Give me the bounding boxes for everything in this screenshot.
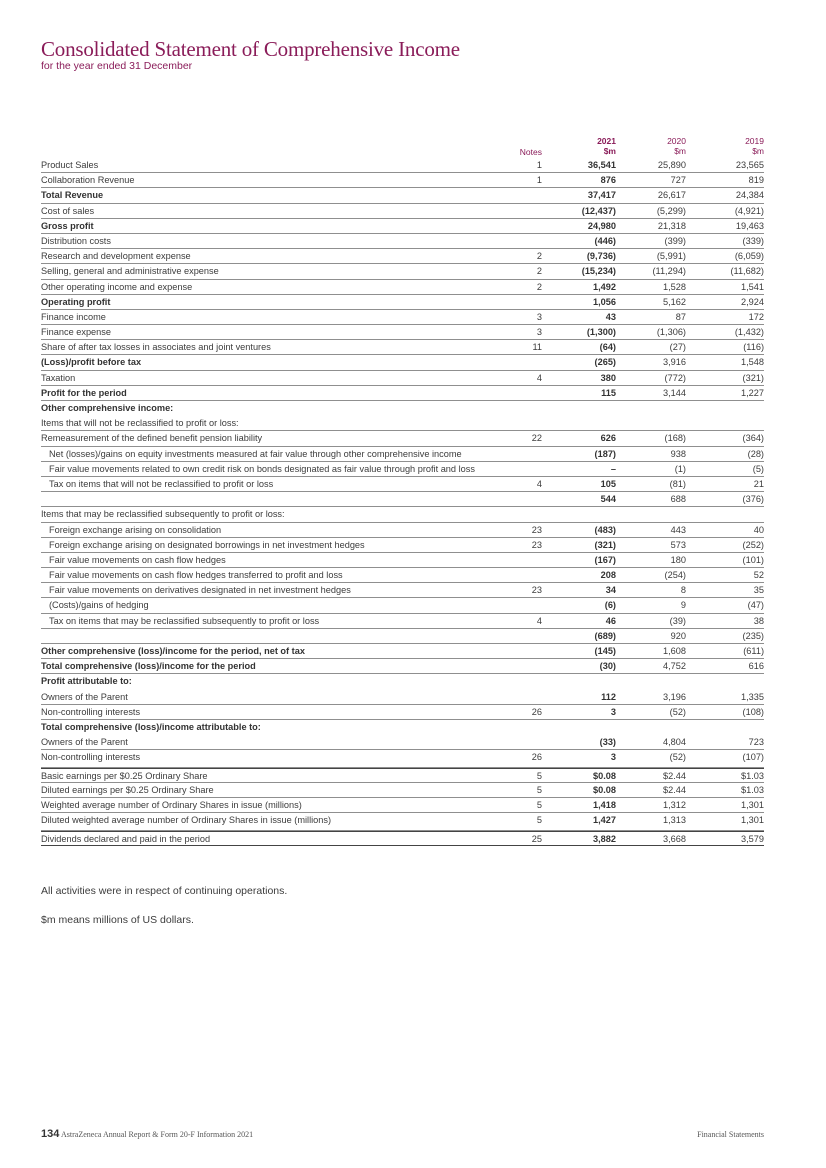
value-2019: 38 (753, 615, 764, 626)
value-2021: (9,736) (586, 251, 616, 262)
table-row (41, 629, 764, 644)
row-label: Tax on items that may be reclassified subsequently to profit or loss (49, 615, 320, 626)
table-row (41, 355, 764, 370)
row-note: 1 (536, 175, 542, 186)
value-2019: 52 (753, 570, 764, 581)
table-row (41, 340, 764, 355)
year-2019-unit: $m (752, 146, 764, 156)
value-2019: 1,548 (741, 357, 764, 368)
value-2020: 8 (680, 585, 686, 596)
table-row (41, 831, 764, 846)
year-2021-unit: $m (603, 146, 616, 156)
value-2020: 1,312 (663, 800, 686, 811)
year-2021-header (561, 136, 616, 156)
value-2019: (321) (742, 372, 764, 383)
table-row (41, 523, 764, 538)
value-2020: 938 (670, 448, 686, 459)
row-label: Product Sales (41, 160, 99, 170)
value-2021: (321) (594, 539, 616, 550)
value-2021: (446) (594, 235, 616, 246)
table-row (41, 644, 764, 659)
year-2020-unit: $m (674, 146, 686, 156)
row-note: 23 (531, 585, 542, 596)
row-label: Other comprehensive income: (41, 403, 174, 413)
table-row (41, 295, 764, 310)
table-row (41, 674, 764, 689)
value-2019: 21 (753, 478, 764, 489)
value-2020: 573 (670, 539, 686, 550)
value-2021: $0.08 (593, 770, 616, 781)
value-2019: (1,432) (734, 327, 764, 338)
row-label: (Loss)/profit before tax (41, 357, 142, 368)
value-2021: 1,056 (593, 296, 616, 307)
row-label: Operating profit (41, 296, 111, 307)
value-2020: 1,528 (663, 281, 686, 292)
row-label: (Costs)/gains of hedging (49, 600, 149, 611)
value-2020: (772) (664, 372, 686, 383)
row-note: 5 (536, 770, 542, 781)
table-row (41, 598, 764, 613)
row-label: Total comprehensive (loss)/income attributable to: (41, 721, 261, 732)
value-2019: (611) (743, 646, 764, 656)
value-2021: 3,882 (593, 833, 616, 844)
row-label: Selling, general and administrative expense (41, 266, 219, 277)
row-label: Items that may be reclassified subsequently to profit or loss: (41, 509, 285, 520)
value-2021: 876 (600, 175, 616, 186)
value-2021: 105 (600, 478, 616, 489)
value-2019: 172 (748, 311, 764, 322)
value-2020: 21,318 (657, 220, 686, 231)
value-2019: (5) (752, 463, 764, 474)
value-2021: 1,492 (593, 281, 616, 292)
row-note: 2 (536, 266, 542, 277)
page-subtitle: for the year ended 31 December (41, 60, 193, 72)
row-label: Profit attributable to: (41, 676, 132, 687)
row-label: Remeasurement of the defined benefit pension liability (41, 433, 263, 444)
value-2019: (376) (742, 494, 764, 505)
row-label: Diluted weighted average number of Ordinary Shares in issue (millions) (41, 815, 332, 826)
table-row (41, 583, 764, 598)
value-2021: 1,427 (593, 815, 616, 826)
row-label: Taxation (41, 372, 76, 383)
value-2020: (1) (674, 463, 686, 474)
row-note: 22 (531, 433, 542, 444)
value-2020: $2.44 (663, 785, 686, 795)
value-2019: 35 (753, 585, 764, 596)
table-row (41, 614, 764, 629)
value-2019: 723 (748, 737, 764, 748)
value-2021: 37,417 (587, 190, 616, 201)
value-2019: $1.03 (741, 785, 764, 795)
value-2020: 87 (675, 311, 686, 322)
table-row (41, 371, 764, 386)
row-label: Net (losses)/gains on equity investments measured at fair value through other comprehensive income (49, 448, 462, 459)
row-label: Distribution costs (41, 235, 111, 246)
row-label: Collaboration Revenue (41, 175, 135, 186)
row-label: Foreign exchange arising on consolidation (49, 524, 222, 535)
row-label: Foreign exchange arising on designated borrowings in net investment hedges (49, 539, 365, 550)
value-2019: (47) (747, 600, 764, 611)
value-2021: (145) (594, 646, 616, 656)
row-label: Diluted earnings per $0.25 Ordinary Share (41, 785, 214, 795)
value-2021: 24,980 (587, 220, 616, 231)
value-2021: 544 (600, 494, 616, 505)
value-2019: (364) (742, 433, 764, 444)
value-2019: 2,924 (741, 296, 764, 307)
page-number: 134 (41, 1128, 60, 1140)
value-2020: (81) (669, 478, 686, 489)
value-2021: 208 (600, 570, 616, 581)
value-2021: (15,234) (581, 266, 616, 277)
value-2019: 819 (748, 175, 764, 186)
value-2019: (6,059) (734, 251, 764, 262)
table-row (41, 401, 764, 416)
table-row (41, 234, 764, 249)
value-2021: (64) (599, 342, 616, 353)
value-2020: $2.44 (663, 770, 686, 781)
value-2020: 25,890 (657, 160, 686, 170)
value-2019: $1.03 (741, 770, 764, 781)
table-row (41, 538, 764, 553)
value-2021: (187) (594, 448, 616, 459)
value-2021: 380 (600, 372, 616, 383)
value-2019: (4,921) (734, 205, 764, 216)
year-2021-label: 2021 (597, 136, 616, 146)
row-label: Fair value movements on derivatives designated in net investment hedges (49, 585, 351, 596)
value-2020: 26,617 (657, 190, 686, 201)
value-2021: 626 (600, 433, 616, 444)
value-2020: 443 (670, 524, 686, 535)
value-2019: (107) (742, 752, 764, 763)
table-row (41, 416, 764, 431)
row-label: Dividends declared and paid in the period (41, 833, 211, 844)
notes-header: Notes (519, 147, 542, 157)
table-row (41, 507, 764, 522)
row-label: Fair value movements related to own credit risk on bonds designated as fair value through profit and loss (49, 463, 475, 474)
footnote-continuing-operations: All activities were in respect of continuing operations. (41, 885, 288, 897)
row-note: 5 (536, 800, 542, 811)
table-row (41, 568, 764, 583)
value-2021: 112 (601, 691, 616, 702)
table-row (41, 768, 764, 783)
value-2019: 1,227 (741, 387, 764, 398)
footer-section-name: Financial Statements (697, 1130, 764, 1139)
table-row (41, 750, 764, 768)
value-2020: 3,668 (663, 833, 686, 844)
value-2021: (483) (594, 524, 616, 535)
table-row (41, 188, 764, 203)
value-2021: (12,437) (581, 205, 616, 216)
value-2021: (30) (599, 661, 616, 672)
value-2021: 115 (601, 387, 616, 398)
value-2019: (116) (743, 342, 764, 353)
value-2021: 46 (605, 615, 616, 626)
table-row (41, 219, 764, 234)
table-row (41, 798, 764, 813)
row-label: Other operating income and expense (41, 281, 193, 292)
table-row (41, 249, 764, 264)
value-2020: 920 (670, 630, 686, 641)
value-2020: (399) (664, 235, 686, 246)
row-note: 4 (536, 372, 542, 383)
row-label: Owners of the Parent (41, 691, 128, 702)
table-row (41, 325, 764, 340)
row-label: Profit for the period (41, 387, 127, 398)
table-row (41, 813, 764, 831)
value-2019: (235) (742, 630, 764, 641)
value-2019: (101) (742, 554, 764, 565)
table-row (41, 431, 764, 446)
value-2019: 616 (748, 661, 764, 672)
row-note: 26 (531, 752, 542, 763)
row-label: Total comprehensive (loss)/income for the period (41, 661, 256, 672)
row-label: Share of after tax losses in associates and joint ventures (41, 342, 271, 353)
row-label: Finance income (41, 311, 106, 322)
value-2021: 34 (605, 585, 616, 596)
row-label: Owners of the Parent (41, 737, 128, 748)
value-2019: (11,682) (730, 266, 764, 277)
value-2019: 19,463 (735, 220, 764, 231)
row-label: Finance expense (41, 327, 111, 338)
value-2021: – (610, 463, 616, 474)
row-note: 2 (536, 281, 542, 292)
row-label: Research and development expense (41, 251, 191, 262)
value-2019: 40 (753, 524, 764, 535)
value-2021: (33) (599, 737, 616, 748)
income-statement-table (41, 158, 764, 846)
value-2020: 3,916 (663, 357, 686, 368)
value-2021: 3 (610, 752, 616, 763)
value-2021: 3 (610, 706, 616, 717)
table-row (41, 492, 764, 507)
value-2019: 1,301 (741, 815, 764, 826)
value-2019: 1,541 (741, 281, 764, 292)
value-2021: 43 (605, 311, 616, 322)
row-note: 4 (536, 478, 542, 489)
value-2020: 5,162 (663, 296, 686, 307)
value-2020: (254) (664, 570, 686, 581)
row-note: 3 (536, 327, 542, 338)
value-2020: (1,306) (656, 327, 686, 338)
row-label: Tax on items that will not be reclassified to profit or loss (49, 478, 274, 489)
table-row (41, 158, 764, 173)
row-label: Non-controlling interests (41, 706, 141, 717)
table-row (41, 783, 764, 798)
table-row (41, 447, 764, 462)
table-row (41, 280, 764, 295)
footer-document-title: AstraZeneca Annual Report & Form 20-F Information 2021 (61, 1130, 254, 1139)
value-2019: (108) (742, 706, 764, 717)
row-note: 5 (536, 815, 542, 826)
row-note: 11 (532, 342, 542, 353)
table-row (41, 735, 764, 750)
row-note: 5 (536, 785, 542, 795)
value-2019: (339) (742, 235, 764, 246)
value-2021: 1,418 (593, 800, 616, 811)
footnote-units: $m means millions of US dollars. (41, 914, 194, 926)
row-label: Other comprehensive (loss)/income for the period, net of tax (41, 646, 305, 656)
value-2020: 180 (670, 554, 686, 565)
row-label: Cost of sales (41, 205, 95, 216)
table-row (41, 659, 764, 674)
value-2021: 36,541 (587, 160, 616, 170)
value-2020: 4,804 (663, 737, 686, 748)
value-2021: (265) (594, 357, 616, 368)
value-2020: (168) (664, 433, 686, 444)
row-label: Total Revenue (41, 190, 104, 201)
row-label: Gross profit (41, 220, 94, 231)
value-2021: (689) (594, 630, 616, 641)
value-2020: 688 (670, 494, 686, 505)
row-label: Fair value movements on cash flow hedges (49, 554, 226, 565)
table-row (41, 462, 764, 477)
value-2019: 1,335 (741, 691, 764, 702)
value-2020: 727 (670, 175, 686, 186)
row-label: Non-controlling interests (41, 752, 141, 763)
row-note: 25 (531, 833, 542, 844)
row-note: 26 (531, 706, 542, 717)
value-2020: (27) (669, 342, 686, 353)
row-note: 3 (536, 311, 542, 322)
value-2019: (252) (742, 539, 764, 550)
value-2021: (167) (594, 554, 616, 565)
value-2020: (52) (669, 706, 686, 717)
value-2020: 1,608 (663, 646, 686, 656)
table-row (41, 690, 764, 705)
value-2020: 9 (680, 600, 686, 611)
row-label: Weighted average number of Ordinary Shares in issue (millions) (41, 800, 302, 811)
value-2021: (6) (604, 600, 616, 611)
row-label: Basic earnings per $0.25 Ordinary Share (41, 770, 208, 781)
row-label: Fair value movements on cash flow hedges transferred to profit and loss (49, 570, 343, 581)
value-2019: 24,384 (735, 190, 764, 201)
row-note: 2 (536, 251, 542, 262)
table-row (41, 310, 764, 325)
row-note: 4 (536, 615, 542, 626)
value-2020: (11,294) (652, 266, 686, 277)
value-2021: (1,300) (586, 327, 616, 338)
value-2019: 1,301 (741, 800, 764, 811)
value-2020: (39) (669, 615, 686, 626)
year-2020-header (631, 136, 686, 156)
column-headers (41, 136, 764, 158)
row-note: 1 (536, 160, 542, 170)
value-2020: (52) (669, 752, 686, 763)
table-row (41, 553, 764, 568)
year-2019-label: 2019 (745, 136, 764, 146)
value-2020: 1,313 (663, 815, 686, 826)
row-note: 23 (531, 524, 542, 535)
page-title: Consolidated Statement of Comprehensive Income (41, 37, 460, 61)
table-row (41, 720, 764, 735)
table-row (41, 204, 764, 219)
year-2020-label: 2020 (667, 136, 686, 146)
value-2020: (5,299) (656, 205, 686, 216)
table-row (41, 705, 764, 720)
table-row (41, 477, 764, 492)
table-row (41, 386, 764, 401)
value-2020: 3,144 (663, 387, 686, 398)
value-2019: (28) (747, 448, 764, 459)
value-2021: $0.08 (593, 785, 616, 795)
value-2019: 23,565 (735, 160, 764, 170)
value-2020: (5,991) (656, 251, 686, 262)
value-2019: 3,579 (741, 833, 764, 844)
value-2020: 4,752 (663, 661, 686, 672)
table-row (41, 264, 764, 279)
year-2019-header (709, 136, 764, 156)
row-note: 23 (531, 539, 542, 550)
value-2020: 3,196 (663, 691, 686, 702)
row-label: Items that will not be reclassified to profit or loss: (41, 418, 239, 429)
table-row (41, 173, 764, 188)
